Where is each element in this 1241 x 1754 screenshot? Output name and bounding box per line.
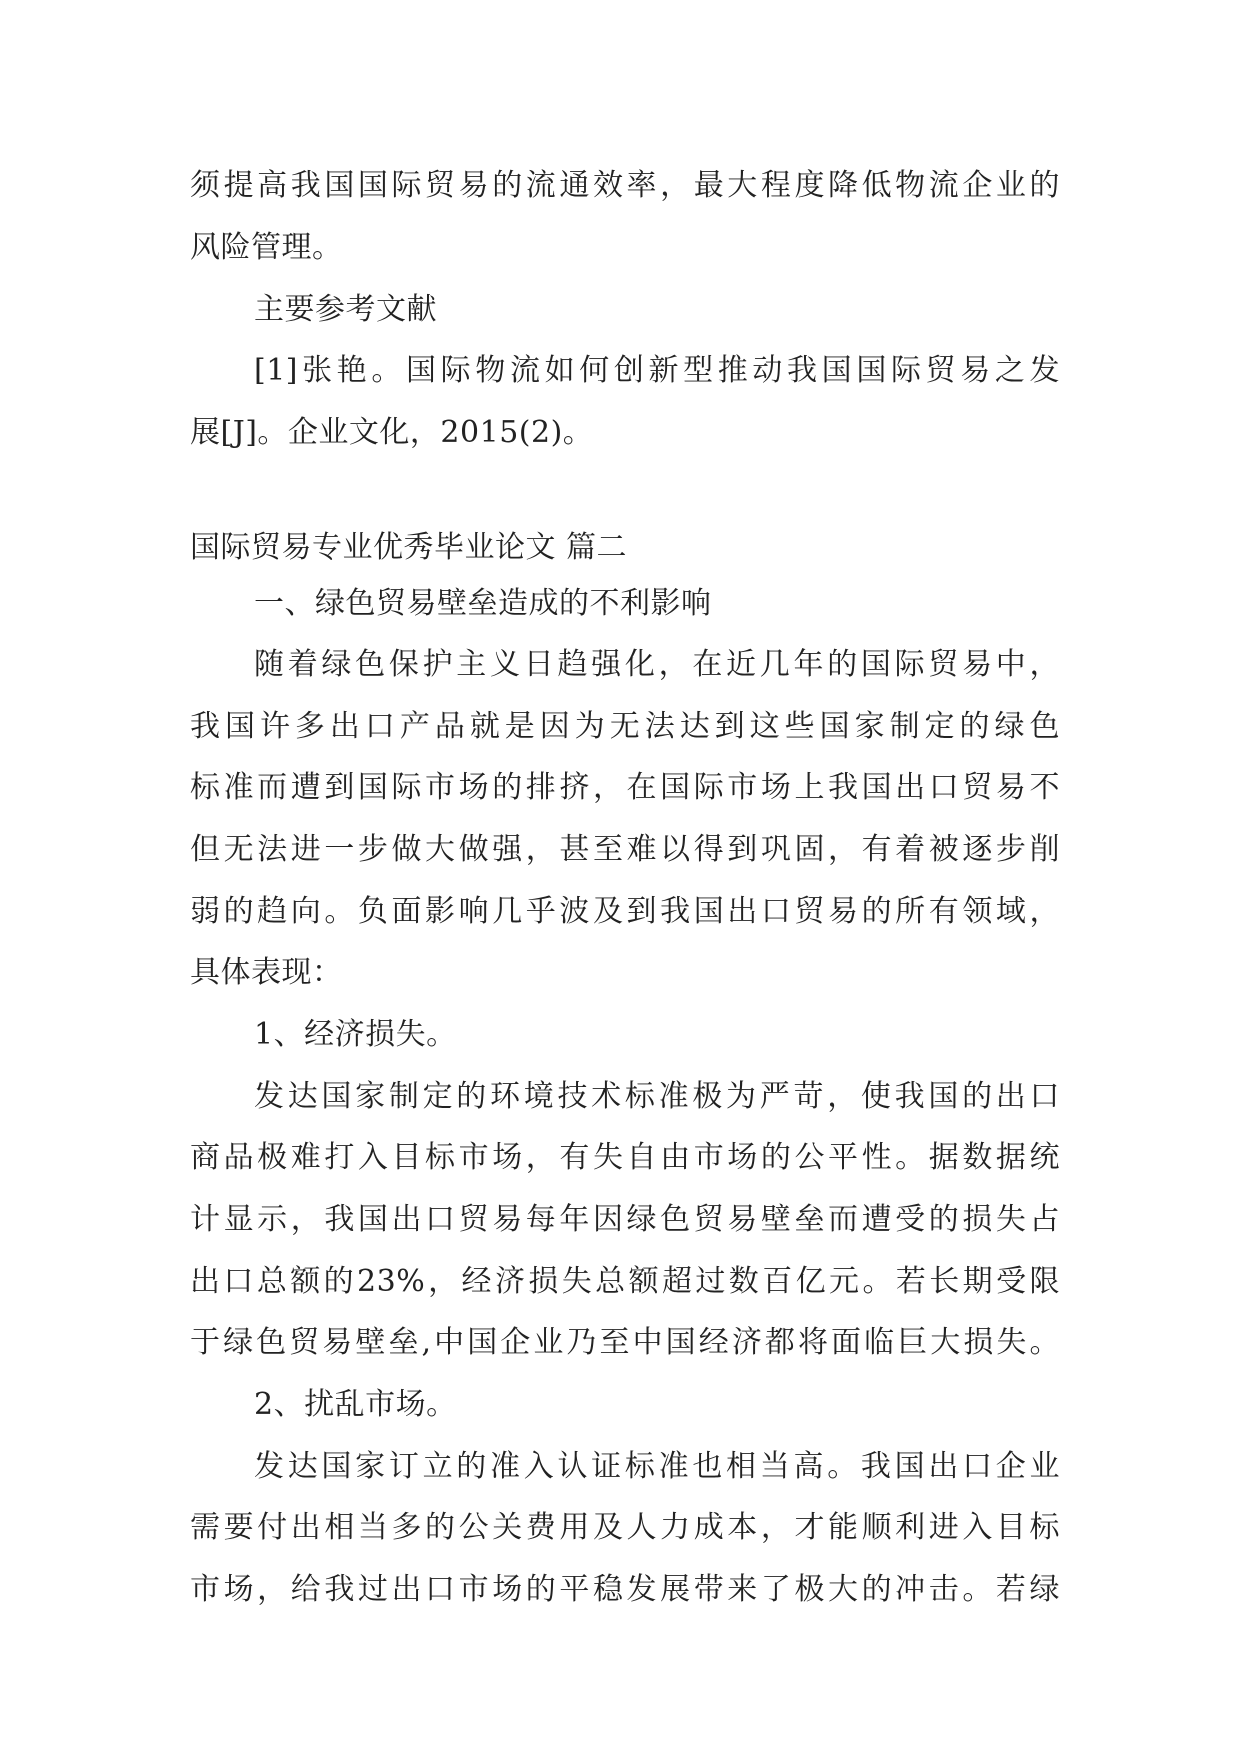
- paragraph-line: 随着绿色保护主义日趋强化，在近几年的国际贸易中，: [254, 647, 1060, 682]
- subheading: 一、绿色贸易壁垒造成的不利影响: [254, 586, 712, 621]
- paragraph-line: 弱的趋向。负面影响几乎波及到我国出口贸易的所有领域，: [190, 894, 1060, 929]
- paragraph-line: 出口总额的23%，经济损失总额超过数百亿元。若长期受限: [190, 1264, 1060, 1299]
- paragraph-line: 须提高我国国际贸易的流通效率，最大程度降低物流企业的: [190, 168, 1060, 203]
- paragraph-line: 具体表现：: [190, 955, 343, 990]
- section-title: 国际贸易专业优秀毕业论文 篇二: [190, 530, 628, 565]
- paragraph-line: 市场，给我过出口市场的平稳发展带来了极大的冲击。若绿: [190, 1572, 1060, 1607]
- point-heading: 2、扰乱市场。: [254, 1387, 457, 1422]
- paragraph-line: 于绿色贸易壁垒,中国企业乃至中国经济都将面临巨大损失。: [190, 1325, 1060, 1360]
- references-heading: 主要参考文献: [254, 292, 437, 327]
- paragraph-line: 商品极难打入目标市场，有失自由市场的公平性。据数据统: [190, 1140, 1060, 1175]
- reference-line: 展[J]。企业文化，2015(2)。: [190, 415, 594, 450]
- point-heading: 1、经济损失。: [254, 1017, 457, 1052]
- paragraph-line: 发达国家订立的准入认证标准也相当高。我国出口企业: [254, 1449, 1060, 1484]
- paragraph-line: 风险管理。: [190, 230, 343, 265]
- paragraph-line: 计显示，我国出口贸易每年因绿色贸易壁垒而遭受的损失占: [190, 1202, 1060, 1237]
- paragraph-line: 但无法进一步做大做强，甚至难以得到巩固，有着被逐步削: [190, 832, 1060, 867]
- paragraph-line: 标准而遭到国际市场的排挤，在国际市场上我国出口贸易不: [190, 770, 1060, 805]
- paragraph-line: 需要付出相当多的公关费用及人力成本，才能顺利进入目标: [190, 1510, 1060, 1545]
- paragraph-line: 发达国家制定的环境技术标准极为严苛，使我国的出口: [254, 1079, 1060, 1114]
- paragraph-line: 我国许多出口产品就是因为无法达到这些国家制定的绿色: [190, 709, 1060, 744]
- reference-line: [1]张艳。国际物流如何创新型推动我国国际贸易之发: [254, 353, 1060, 388]
